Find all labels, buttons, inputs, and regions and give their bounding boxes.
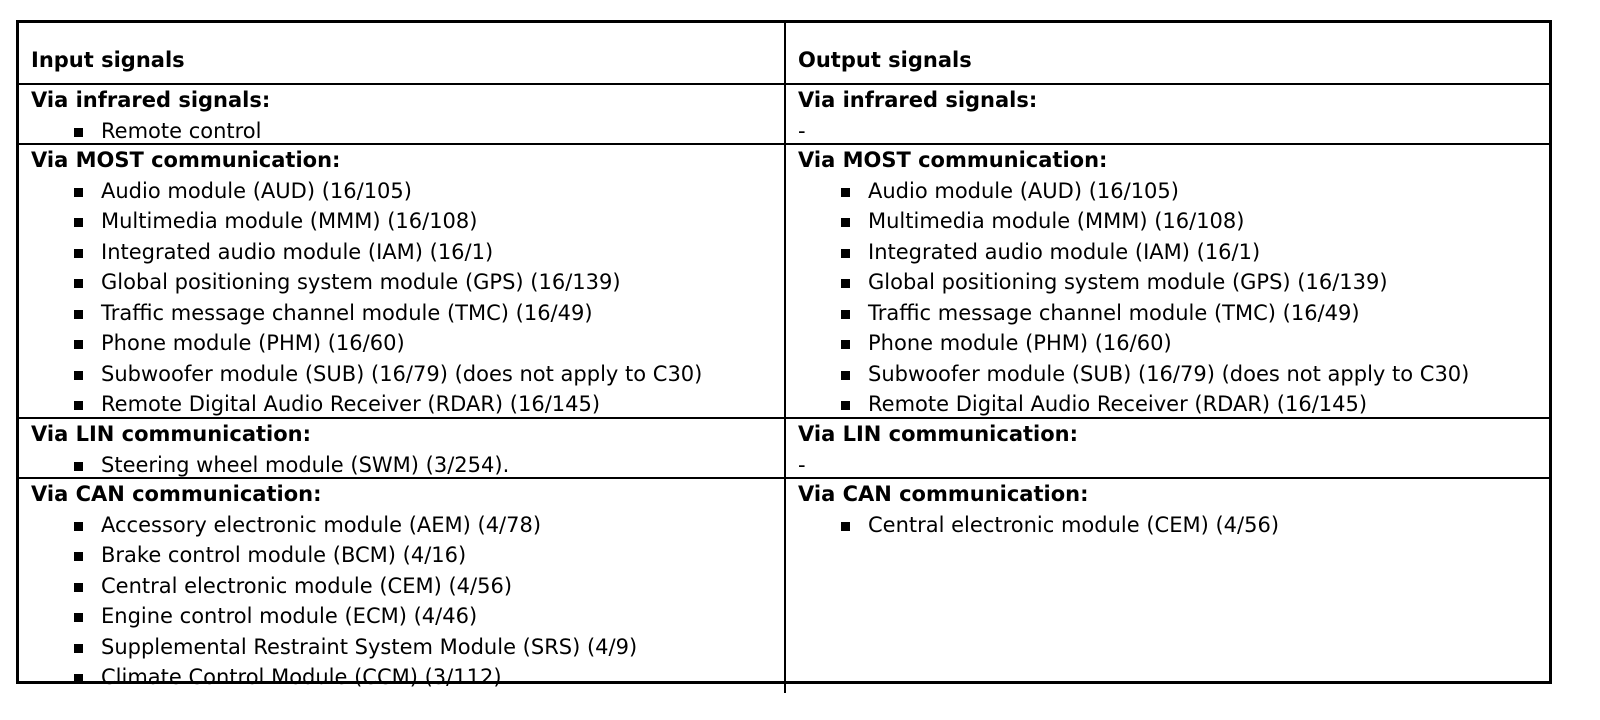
list-item: Remote control <box>74 116 784 147</box>
output-signals-header: Output signals <box>798 48 972 72</box>
section-title: Via MOST communication: <box>798 148 1108 172</box>
square-bullet-icon <box>74 340 83 349</box>
list-item: Central electronic module (CEM) (4/56) <box>841 510 1549 541</box>
square-bullet-icon <box>74 401 83 410</box>
square-bullet-icon <box>841 371 850 380</box>
list-item: Traffic message channel module (TMC) (16/49) <box>841 298 1549 329</box>
square-bullet-icon <box>74 674 83 683</box>
list-item: Central electronic module (CEM) (4/56) <box>74 571 784 602</box>
list-item: Remote Digital Audio Receiver (RDAR) (16/145) <box>841 389 1549 420</box>
input-most-section <box>19 143 784 417</box>
square-bullet-icon <box>841 340 850 349</box>
list-item: Integrated audio module (IAM) (16/1) <box>74 237 784 268</box>
input-signals-column <box>19 23 786 693</box>
item-list <box>798 176 1549 420</box>
signals-table <box>16 20 1552 689</box>
list-item: Phone module (PHM) (16/60) <box>841 328 1549 359</box>
square-bullet-icon <box>74 188 83 197</box>
square-bullet-icon <box>74 371 83 380</box>
square-bullet-icon <box>841 279 850 288</box>
output-infrared-section <box>786 83 1549 143</box>
input-can-section <box>19 477 784 693</box>
square-bullet-icon <box>841 522 850 531</box>
list-item: Engine control module (ECM) (4/46) <box>74 601 784 632</box>
square-bullet-icon <box>841 401 850 410</box>
item-list <box>31 510 784 693</box>
list-item: Audio module (AUD) (16/105) <box>74 176 784 207</box>
list-item: Multimedia module (MMM) (16/108) <box>74 206 784 237</box>
square-bullet-icon <box>74 462 83 471</box>
square-bullet-icon <box>841 218 850 227</box>
square-bullet-icon <box>74 583 83 592</box>
list-item: Traffic message channel module (TMC) (16/49) <box>74 298 784 329</box>
list-item: Phone module (PHM) (16/60) <box>74 328 784 359</box>
square-bullet-icon <box>74 279 83 288</box>
square-bullet-icon <box>74 128 83 137</box>
input-infrared-section <box>19 83 784 143</box>
section-title: Via infrared signals: <box>31 88 271 112</box>
list-item: Subwoofer module (SUB) (16/79) (does not apply to C30) <box>74 359 784 390</box>
output-most-section <box>786 143 1549 417</box>
list-item: Subwoofer module (SUB) (16/79) (does not apply to C30) <box>841 359 1549 390</box>
section-title: Via CAN communication: <box>31 482 322 506</box>
item-list <box>31 450 784 481</box>
list-item: Audio module (AUD) (16/105) <box>841 176 1549 207</box>
square-bullet-icon <box>74 552 83 561</box>
list-item: Multimedia module (MMM) (16/108) <box>841 206 1549 237</box>
section-title: Via MOST communication: <box>31 148 341 172</box>
list-item: Climate Control Module (CCM) (3/112). <box>74 662 784 693</box>
list-item: Integrated audio module (IAM) (16/1) <box>841 237 1549 268</box>
section-title: Via infrared signals: <box>798 88 1038 112</box>
item-list <box>31 176 784 420</box>
square-bullet-icon <box>841 310 850 319</box>
list-item: Steering wheel module (SWM) (3/254). <box>74 450 784 481</box>
square-bullet-icon <box>74 218 83 227</box>
square-bullet-icon <box>841 188 850 197</box>
square-bullet-icon <box>74 644 83 653</box>
section-title: Via LIN communication: <box>798 422 1079 446</box>
output-signals-column <box>786 23 1549 693</box>
square-bullet-icon <box>841 249 850 258</box>
square-bullet-icon <box>74 522 83 531</box>
square-bullet-icon <box>74 249 83 258</box>
output-can-section <box>786 477 1549 693</box>
section-title: Via LIN communication: <box>31 422 312 446</box>
square-bullet-icon <box>74 310 83 319</box>
section-title: Via CAN communication: <box>798 482 1089 506</box>
empty-dash: - <box>798 452 806 477</box>
output-lin-section <box>786 417 1549 477</box>
input-signals-header: Input signals <box>31 48 185 72</box>
list-item: Supplemental Restraint System Module (SRS) (4/9) <box>74 632 784 663</box>
item-list <box>31 116 784 147</box>
empty-dash: - <box>798 118 806 143</box>
list-item: Remote Digital Audio Receiver (RDAR) (16/145) <box>74 389 784 420</box>
square-bullet-icon <box>74 613 83 622</box>
input-lin-section <box>19 417 784 477</box>
list-item: Brake control module (BCM) (4/16) <box>74 540 784 571</box>
item-list <box>798 510 1549 541</box>
list-item: Global positioning system module (GPS) (16/139) <box>74 267 784 298</box>
list-item: Accessory electronic module (AEM) (4/78) <box>74 510 784 541</box>
list-item: Global positioning system module (GPS) (16/139) <box>841 267 1549 298</box>
